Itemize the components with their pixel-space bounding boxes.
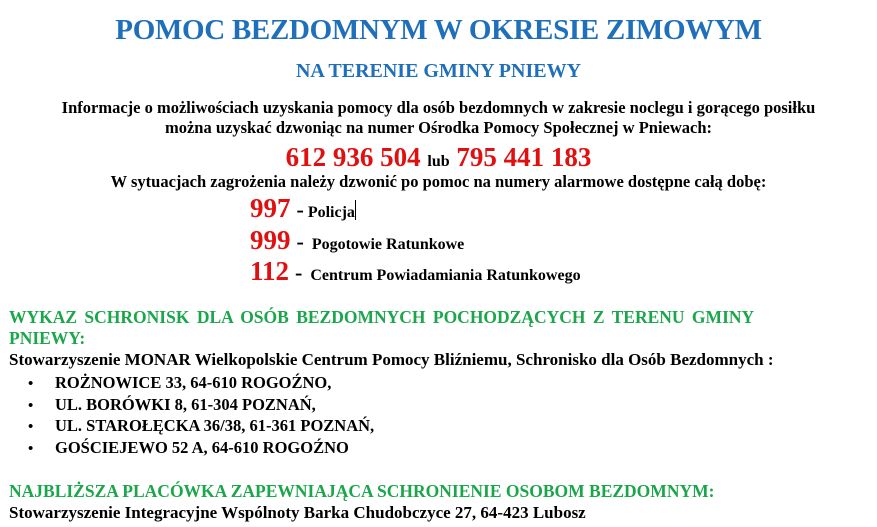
contact-phones — [0, 142, 877, 173]
emergency-number: 997 — [250, 193, 291, 223]
bullet-icon: • — [28, 376, 34, 392]
emergency-item-112 — [250, 256, 581, 287]
emergency-label: Pogotowie Ratunkowe — [311, 236, 465, 253]
address-text: GOŚCIEJEWO 52 A, 64-610 ROGOŹNO — [55, 437, 349, 457]
shelters-heading-cont: PNIEWY: — [9, 328, 86, 348]
info-line-2: można uzyskać dzwoniąc na numer Ośrodka Pomocy Społecznej w Pniewach: — [164, 118, 713, 137]
bullet-icon: • — [28, 419, 34, 435]
emergency-dash: - — [295, 260, 303, 285]
emergency-item-police — [250, 193, 356, 224]
text-cursor — [355, 200, 356, 220]
list-item — [28, 415, 374, 437]
phone-number-2: 795 441 183 — [456, 142, 592, 172]
emergency-dash: - — [296, 229, 304, 254]
nearest-shelter-organization: Stowarzyszenie Integracyjne Wspólnoty Barka Chudobczyce 27, 64-423 Lubosz — [9, 503, 586, 522]
page-title: POMOC BEZDOMNYM W OKRESIE ZIMOWYM — [115, 14, 762, 46]
emergency-item-ambulance — [250, 225, 464, 256]
list-item — [28, 437, 374, 459]
emergency-number: 112 — [250, 256, 290, 286]
emergency-warning: W sytuacjach zagrożenia należy dzwonić po pomoc na numery alarmowe dostępne całą dobę: — [110, 172, 767, 191]
phone-number-1: 612 936 504 — [285, 142, 421, 172]
nearest-shelter-heading: NAJBLIŻSZA PLACÓWKA ZAPEWNIAJĄCA SCHRONIENIE OSOBOM BEZDOMNYM: — [9, 481, 715, 501]
address-text: ROŻNOWICE 33, 64-610 ROGOŹNO, — [55, 373, 332, 392]
list-item — [28, 394, 374, 416]
emergency-label: Centrum Powiadamiania Ratunkowego — [310, 267, 581, 284]
bullet-icon: • — [28, 440, 34, 457]
list-item — [28, 372, 374, 394]
bullet-icon: • — [28, 397, 34, 414]
shelter-organization: Stowarzyszenie MONAR Wielkopolskie Centrum Pomocy Bliźniemu, Schronisko dla Osób Bezdomnych : — [9, 350, 774, 369]
emergency-label: Policja — [307, 204, 355, 221]
address-text: UL. BORÓWKI 8, 61-304 POZNAŃ, — [55, 394, 316, 414]
emergency-number: 999 — [250, 225, 291, 255]
info-line-1: Informacje o możliwościach uzyskania pomocy dla osób bezdomnych w zakresie noclegu i gorącego posiłku — [61, 98, 816, 117]
shelter-address-list — [28, 372, 374, 458]
address-text: UL. STAROŁĘCKA 36/38, 61-361 POZNAŃ, — [55, 416, 375, 435]
phone-separator: lub — [427, 153, 450, 170]
shelters-heading: WYKAZ SCHRONISK DLA OSÓB BEZDOMNYCH POCHODZĄCYCH Z TERENU GMINY — [9, 307, 755, 327]
emergency-dash: - — [296, 197, 304, 222]
page-subtitle: NA TERENIE GMINY PNIEWY — [295, 60, 582, 82]
